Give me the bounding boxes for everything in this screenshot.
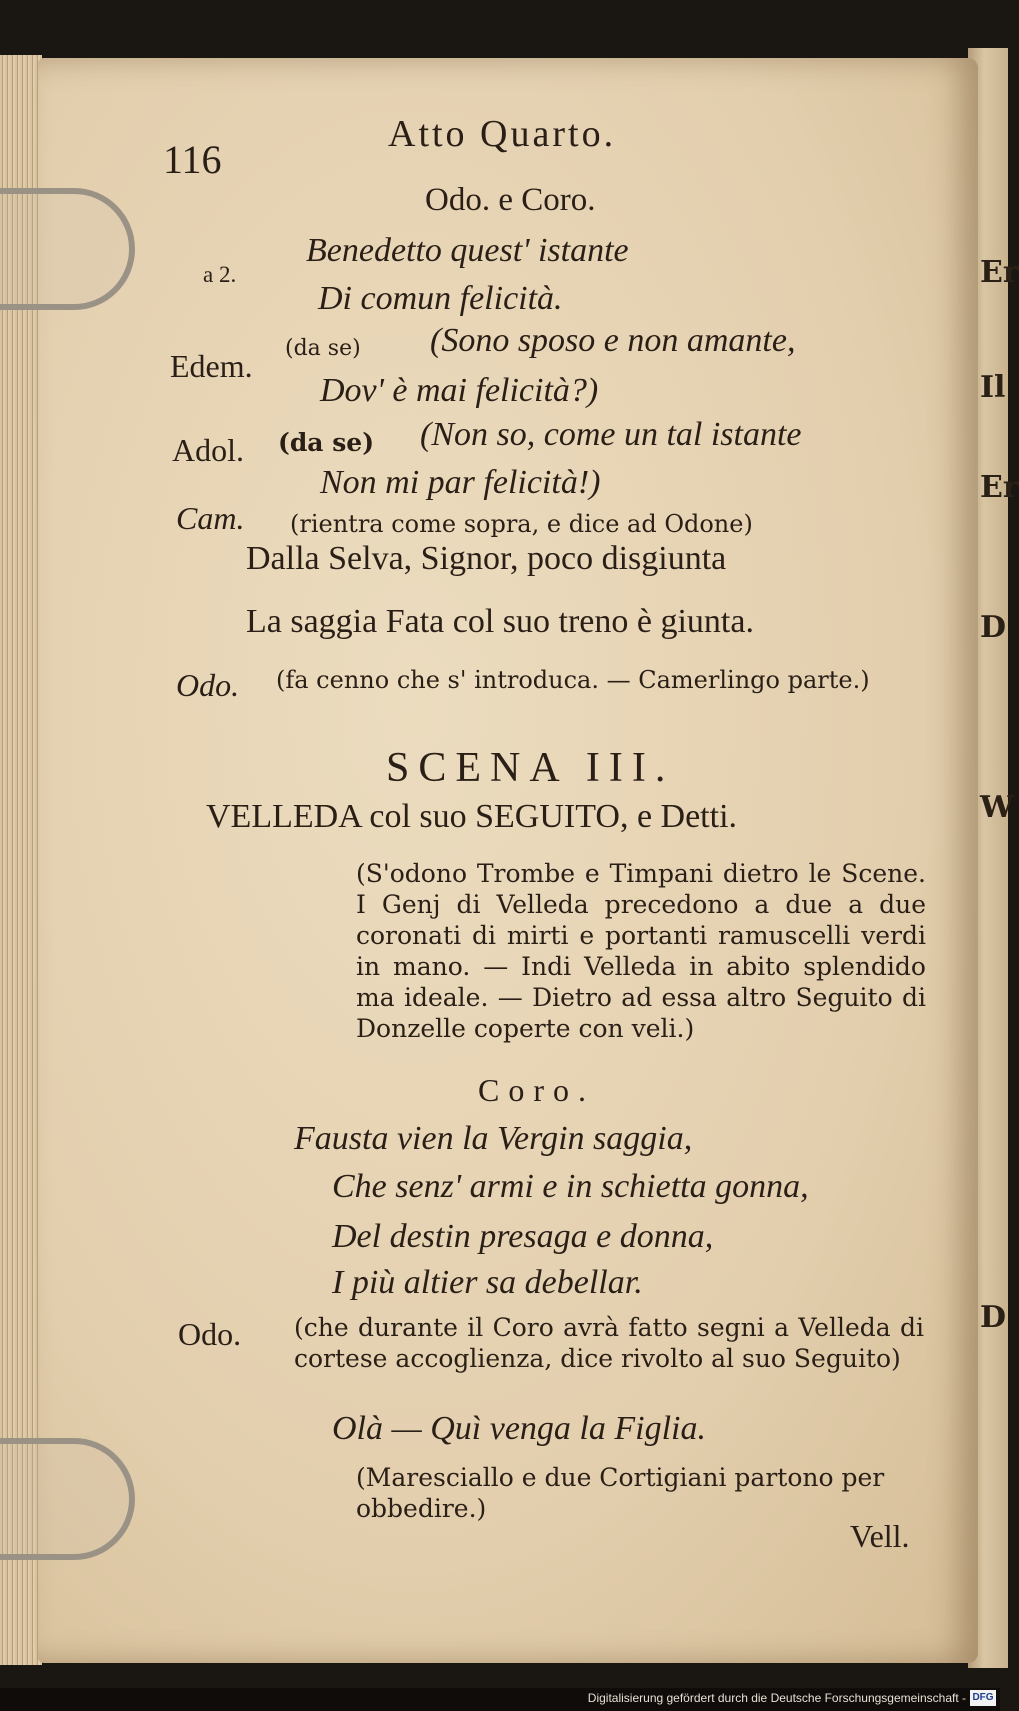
aside-direction: (da se)	[278, 428, 375, 457]
verse-line: La saggia Fata col suo treno è giunta.	[246, 603, 754, 640]
speaker-label: a 2.	[203, 262, 237, 287]
speaker-label: Adol.	[172, 432, 244, 468]
speaker-label: Cam.	[176, 500, 245, 536]
page-clip-bottom	[0, 1438, 135, 1560]
verse-line: (Sono sposo e non amante,	[430, 322, 796, 359]
next-page-mark: Il	[980, 370, 1006, 405]
speaker-label: Odo.	[178, 1316, 242, 1352]
dfg-logo: DFG	[970, 1690, 996, 1706]
next-page-mark: W	[980, 790, 1014, 825]
scene-heading: SCENA III.	[386, 745, 675, 791]
verse-line: Dov' è mai felicità?)	[320, 372, 599, 409]
page-clip-top	[0, 188, 135, 310]
verse-line: Non mi par felicità!)	[320, 464, 601, 501]
verse-line: Fausta vien la Vergin saggia,	[294, 1120, 693, 1157]
verse-line: I più altier sa debellar.	[332, 1264, 643, 1301]
verse-line: Di comun felicità.	[318, 280, 563, 317]
verse-line: Benedetto quest' istante	[306, 232, 629, 269]
stage-direction: (fa cenno che s' introduca. — Camerlingo parte.)	[276, 666, 870, 694]
verse-line: Del destin presaga e donna,	[332, 1218, 714, 1255]
digitization-credit: Digitalisierung gefördert durch die Deutsche Forschungsgemeinschaft -	[587, 1691, 966, 1705]
running-title: Atto Quarto.	[388, 113, 617, 155]
aside-direction: (da se)	[285, 336, 361, 361]
next-page-mark: D	[980, 1300, 1007, 1335]
stage-direction: (Maresciallo e due Cortigiani partono per obbedire.)	[356, 1463, 885, 1523]
speaker-heading: Odo. e Coro.	[425, 182, 596, 218]
next-page-mark: Er	[980, 255, 1019, 290]
verse-line: Olà — Quì venga la Figlia.	[332, 1410, 706, 1447]
catchword: Vell.	[850, 1518, 910, 1554]
next-page-mark: D	[980, 610, 1007, 645]
stage-direction: (che durante il Coro avrà fatto segni a Velleda di cortese accoglienza, dice rivolto al suo Seguito)	[294, 1313, 924, 1373]
scene-characters: VELLEDA col suo SEGUITO, e Detti.	[206, 798, 738, 835]
chorus-label: Coro.	[478, 1072, 595, 1108]
stage-direction: (rientra come sopra, e dice ad Odone)	[290, 510, 753, 538]
next-page-mark: Er	[980, 470, 1019, 505]
verse-line: Dalla Selva, Signor, poco disgiunta	[246, 540, 727, 577]
speaker-label: Odo.	[176, 667, 240, 703]
verse-line: (Non so, come un tal istante	[420, 416, 802, 453]
speaker-label: Edem.	[170, 348, 253, 384]
page-number: 116	[163, 137, 222, 182]
verse-line: Che senz' armi e in schietta gonna,	[332, 1168, 809, 1205]
scene-direction: (S'odono Trombe e Timpani dietro le Scene. I Genj di Velleda precedono a due a due coronati di mirti e portanti ramuscelli verdi in mano. — Indi Velleda in abito splendido ma ideale. — Dietro ad essa altro Seguito di Donzelle coperte con veli.)	[356, 859, 926, 1043]
